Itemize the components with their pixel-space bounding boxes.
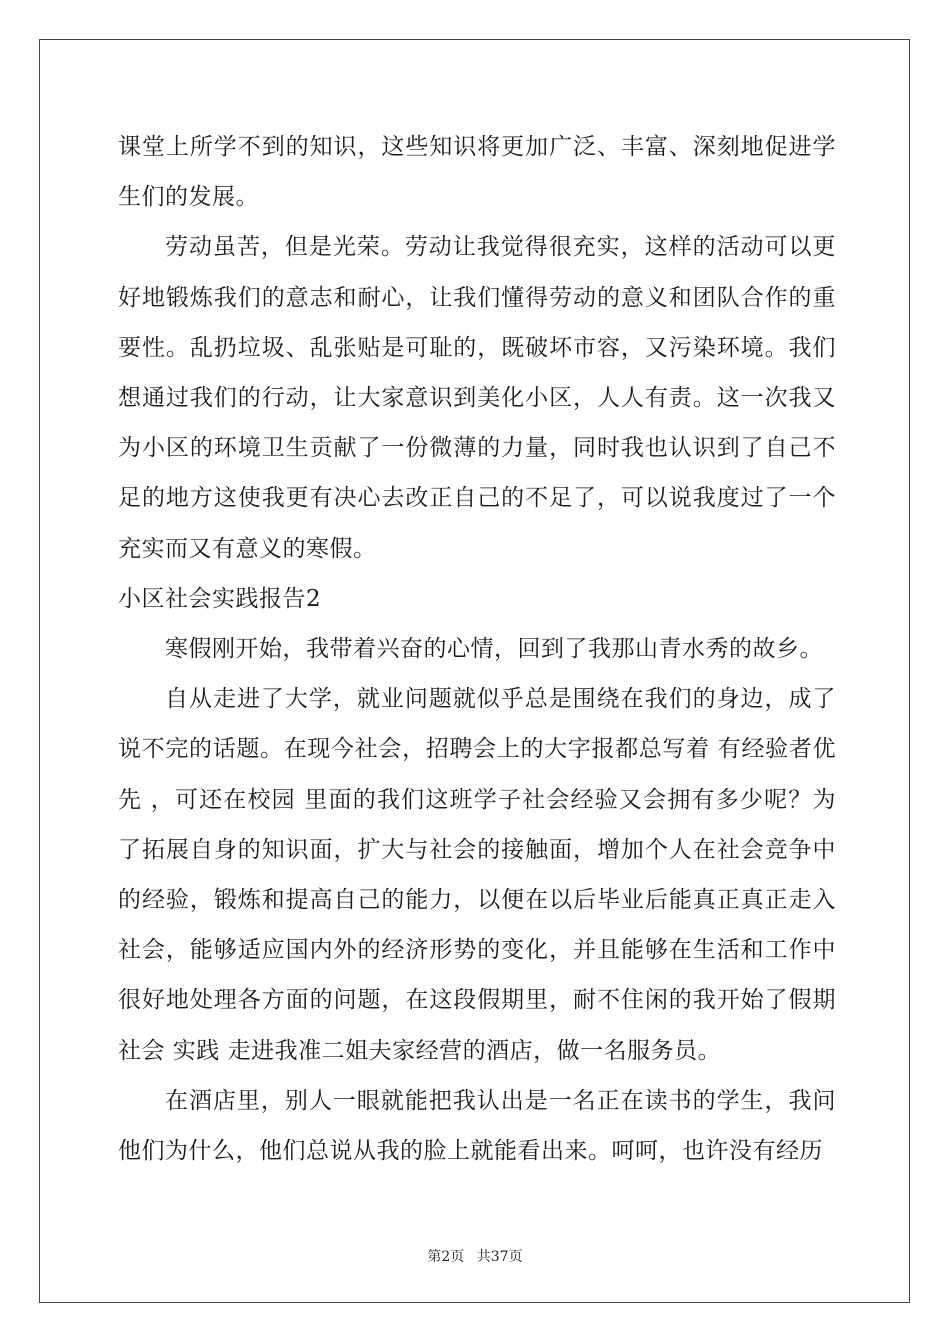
paragraph-employment: 自从走进了大学，就业问题就似乎总是围绕在我们的身边，成了说不完的话题。在现今社会，招聘会上的大字报都总写着 有经验者优先 ，可还在校园 里面的我们这班学子社会经验又会拥有多少呢？为了拓展自身的知识面，扩大与社会的接触面，增加个人在社会竞争中的经验，锻炼和提高自己的能力，以便在以后毕业后能真正真正走入社会，能够适应国内外的经济形势的变化，并且能够在生活和工作中很好地处理各方面的问题，在这段假期里，耐不住闲的我开始了假期社会 实践 走进我准二姐夫家经营的酒店，做一名服务员。 — [118, 686, 836, 1064]
page-number: 第2页 — [427, 1249, 465, 1265]
section-heading: 小区社会实践报告2 — [118, 585, 322, 612]
page-footer — [0, 1246, 950, 1266]
page-total: 共37页 — [476, 1249, 523, 1265]
paragraph-labor: 劳动虽苦，但是光荣。劳动让我觉得很充实，这样的活动可以更好地锻炼我们的意志和耐心，让我们懂得劳动的意义和团队合作的重要性。乱扔垃圾、乱张贴是可耻的，既破坏市容，又污染环境。我们想通过我们的行动，让大家意识到美化小区，人人有责。这一次我又为小区的环境卫生贡献了一份微薄的力量，同时我也认识到了自己不足的地方这使我更有决心去改正自己的不足了，可以说我度过了一个充实而又有意义的寒假。 — [118, 234, 836, 562]
paragraph-continuation: 课堂上所学不到的知识，这些知识将更加广泛、丰富、深刻地促进学生们的发展。 — [118, 134, 836, 211]
paragraph-winter-break: 寒假刚开始，我带着兴奋的心情，回到了我那山青水秀的故乡。 — [165, 636, 823, 663]
document-body — [118, 122, 836, 1176]
paragraph-hotel: 在酒店里，别人一眼就能把我认出是一名正在读书的学生，我问他们为什么，他们总说从我的脸上就能看出来。呵呵，也许没有经历 — [118, 1087, 836, 1165]
